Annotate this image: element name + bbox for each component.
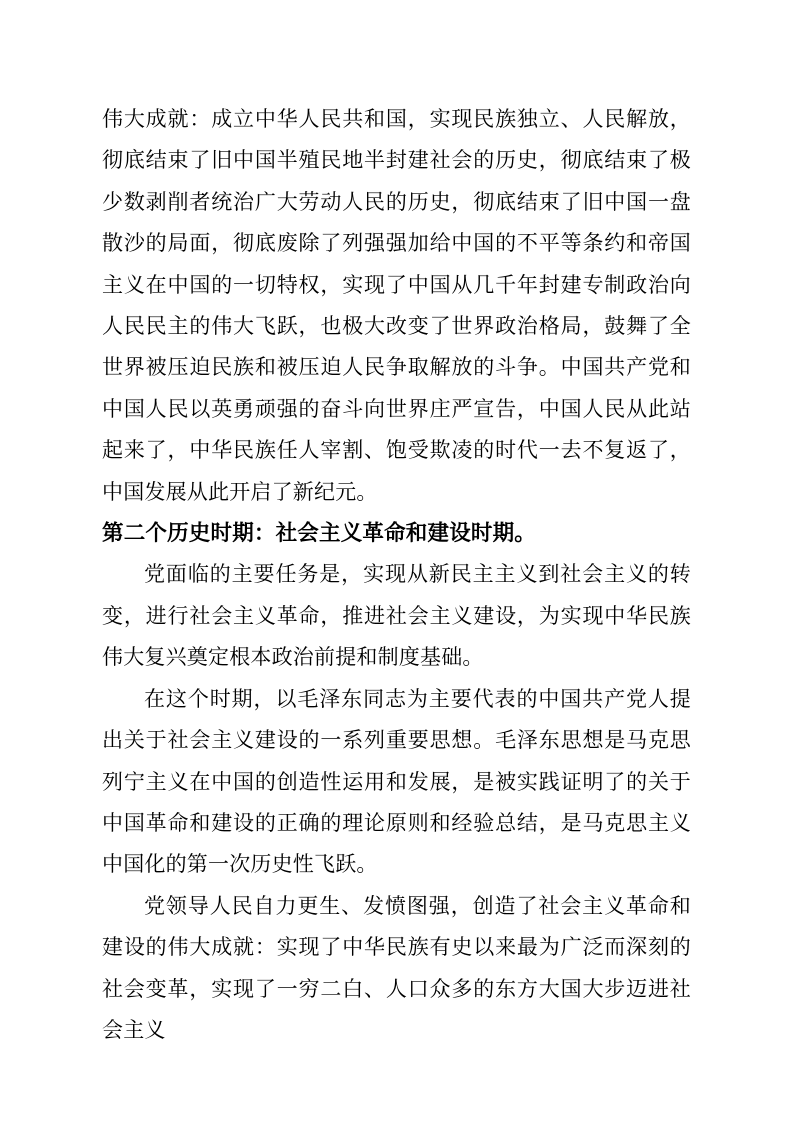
section-heading-second-historical-period: 第二个历史时期：社会主义革命和建设时期。 [102,521,537,546]
paragraph-great-achievements-continuation: 伟大成就：成立中华人民共和国，实现民族独立、人民解放，彻底结束了旧中国半殖民地半封建社会的历史，彻底结束了极少数剥削者统治广大劳动人民的历史，彻底结束了旧中国一盘散沙的局面，彻底废除了列强强加给中国的不平等条约和帝国主义在中国的一切特权，实现了中国从几千年封建专制政治向人民民主的伟大飞跃，也极大改变了世界政治格局，鼓舞了全世界被压迫民族和被压迫人民争取解放的斗争。中国共产党和中国人民以英勇顽强的奋斗向世界庄严宣告，中国人民从此站起来了，中华民族任人宰割、饱受欺凌的时代一去不复返了，中国发展从此开启了新纪元。 [102,107,691,504]
paragraph-party-main-task: 党面临的主要任务是，实现从新民主主义到社会主义的转变，进行社会主义革命，推进社会主义建设，为实现中华民族伟大复兴奠定根本政治前提和制度基础。 [102,562,691,670]
paragraph-mao-zedong-thought: 在这个时期，以毛泽东同志为主要代表的中国共产党人提出关于社会主义建设的一系列重要思想。毛泽东思想是马克思列宁主义在中国的创造性运用和发展，是被实践证明了的关于中国革命和建设的正确的理论原则和经验总结，是马克思主义中国化的第一次历史性飞跃。 [102,686,691,877]
document-text-block [102,99,691,1051]
paragraph-socialist-construction-achievements: 党领导人民自力更生、发愤图强，创造了社会主义革命和建设的伟大成就：实现了中华民族有史以来最为广泛而深刻的社会变革，实现了一穷二白、人口众多的东方大国大步迈进社会主义 [102,893,691,1042]
